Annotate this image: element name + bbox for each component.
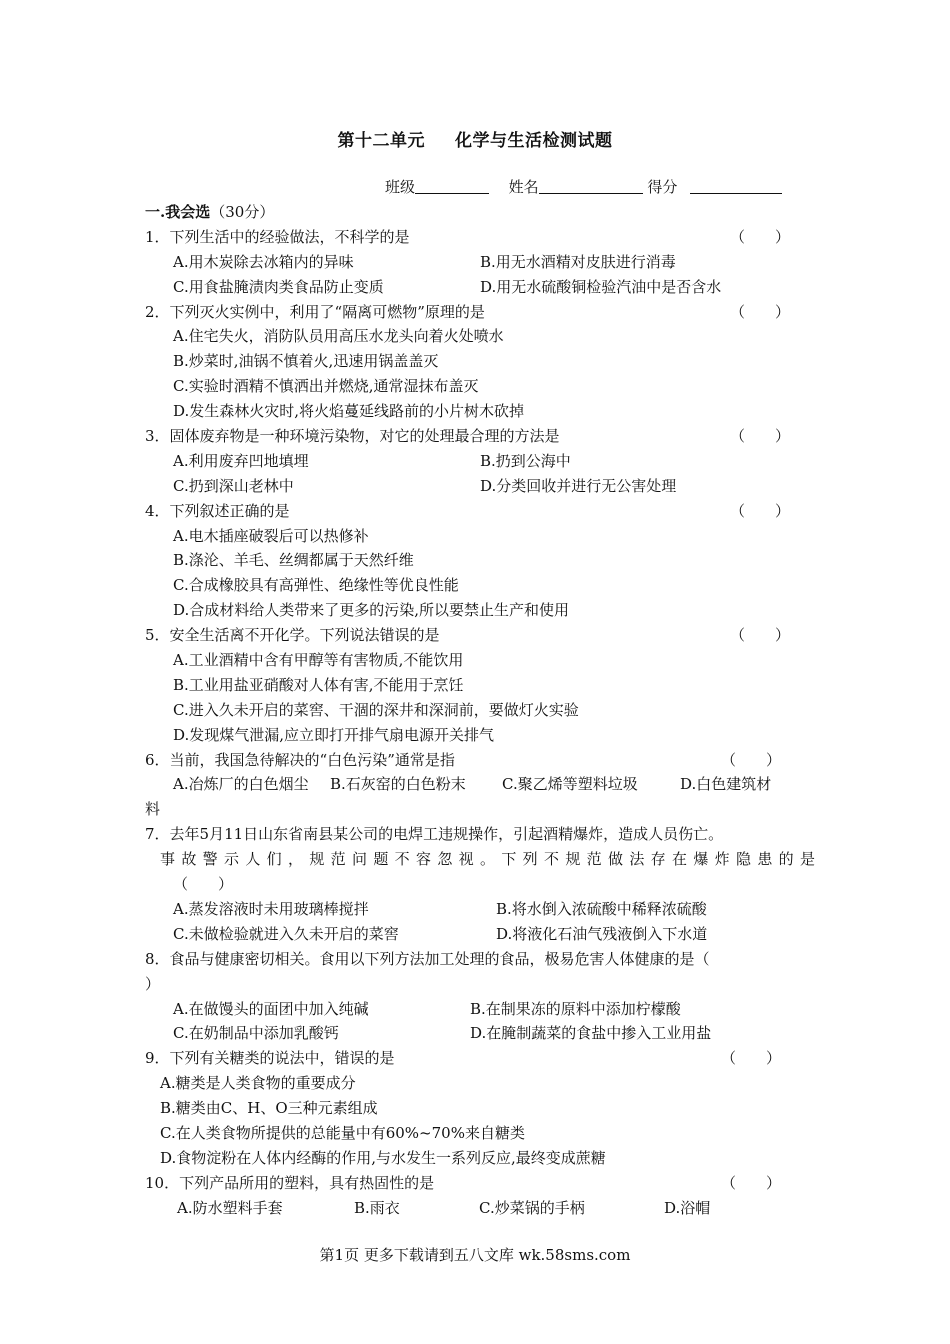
- option-d: D.用无水硫酸铜检验汽油中是否含水: [480, 277, 722, 296]
- options-row: [145, 449, 815, 474]
- option-b: B.炒菜时,油锅不慎着火,迅速用锅盖盖灭: [173, 352, 439, 371]
- answer-paren: （ ）: [721, 750, 782, 769]
- option-b: B.石灰窑的白色粉末: [330, 775, 466, 794]
- option-d: D.将液化石油气残液倒入下水道: [496, 924, 708, 943]
- question-stem: 7．去年5月11日山东省南县某公司的电焊工违规操作，引起酒精爆炸，造成人员伤亡。: [145, 825, 724, 844]
- answer-paren: （ ）: [173, 875, 234, 894]
- question-2: [145, 300, 815, 325]
- options-row: [145, 772, 815, 797]
- option-a: A.电木插座破裂后可以热修补: [173, 526, 369, 545]
- option-c: C.未做检验就进入久未开启的菜窖: [173, 924, 399, 943]
- question-list: [145, 200, 815, 1221]
- option-a: A.在做馒头的面团中加入纯碱: [173, 999, 369, 1018]
- option-b: B.糖类由C、H、O三种元素组成: [160, 1099, 378, 1118]
- question-9: [145, 1046, 815, 1071]
- options-row: [145, 1021, 815, 1046]
- answer-paren: （ ）: [730, 626, 791, 645]
- question-8: [145, 947, 815, 972]
- question-stem: 1．下列生活中的经验做法，不科学的是: [145, 227, 410, 246]
- answer-paren: （ ）: [730, 427, 791, 446]
- option-a: A.糖类是人类食物的重要成分: [160, 1074, 356, 1093]
- option-d: D.在腌制蔬菜的食盐中掺入工业用盐: [470, 1024, 712, 1043]
- option-c: C.合成橡胶具有高弹性、绝缘性等优良性能: [173, 576, 459, 595]
- page-title: [0, 126, 950, 151]
- option-d: D.合成材料给人类带来了更多的污染,所以要禁止生产和使用: [173, 601, 570, 620]
- answer-paren: （ ）: [721, 1173, 782, 1192]
- question-stem: 10．下列产品所用的塑料，具有热固性的是: [145, 1173, 435, 1192]
- option-b: B.扔到公海中: [480, 451, 571, 470]
- question-6: [145, 748, 815, 773]
- section-heading: 一.我会选（30分）: [145, 203, 275, 221]
- option-a: A.用木炭除去冰箱内的异味: [173, 252, 354, 271]
- class-blank: [415, 178, 489, 194]
- title-unit: 第十二单元: [337, 131, 425, 151]
- option-a: A.冶炼厂的白色烟尘: [173, 775, 309, 794]
- question-stem-continued: ）: [145, 974, 161, 993]
- section-points: （30分）: [210, 203, 275, 221]
- options-row: [145, 897, 815, 922]
- page-footer: 第1页 更多下载请到五八文库 wk.58sms.com: [319, 1246, 631, 1264]
- options-row: [145, 997, 815, 1022]
- option-c: C.聚乙烯等塑料垃圾: [502, 775, 638, 794]
- class-label: 班级: [385, 178, 416, 196]
- option-c: C.炒菜锅的手柄: [479, 1198, 585, 1217]
- question-7: [145, 822, 815, 847]
- option-a: A.住宅失火，消防队员用高压水龙头向着火处喷水: [173, 327, 504, 346]
- option-d: D.分类回收并进行无公害处理: [480, 476, 677, 495]
- option-a: A.防水塑料手套: [177, 1198, 283, 1217]
- name-blank: [539, 178, 643, 194]
- score-label: 得分: [647, 178, 678, 196]
- question-stem-continued: 事故警示人们，规范问题不容忽视。下列不规范做法存在爆炸隐患的是: [160, 850, 815, 869]
- answer-paren: （ ）: [721, 1049, 782, 1068]
- title-subject: 化学与生活检测试题: [455, 131, 613, 151]
- option-b: B.在制果冻的原料中添加柠檬酸: [470, 999, 681, 1018]
- options-row: [145, 250, 815, 275]
- question-1: [145, 225, 815, 250]
- option-c: C.在奶制品中添加乳酸钙: [173, 1024, 339, 1043]
- answer-paren: （ ）: [730, 227, 791, 246]
- answer-paren: （ ）: [730, 302, 791, 321]
- options-row: [145, 1196, 815, 1221]
- option-a: A.工业酒精中含有甲醇等有害物质,不能饮用: [173, 651, 464, 670]
- option-c: C.实验时酒精不慎洒出并燃烧,通常湿抹布盖灭: [173, 377, 479, 396]
- options-row: [145, 474, 815, 499]
- question-10: [145, 1171, 815, 1196]
- question-stem: 8．食品与健康密切相关。食用以下列方法加工处理的食品，极易危害人体健康的是（: [145, 949, 710, 968]
- option-a: A.蒸发溶液时未用玻璃棒搅拌: [173, 899, 369, 918]
- option-b: B.雨衣: [354, 1198, 400, 1217]
- answer-paren: （ ）: [730, 501, 791, 520]
- question-stem: 2．下列灭火实例中，利用了“隔离可燃物”原理的是: [145, 302, 485, 321]
- question-stem: 9．下列有关糖类的说法中，错误的是: [145, 1049, 395, 1068]
- question-stem: 3．固体废弃物是一种环境污染物，对它的处理最合理的方法是: [145, 427, 560, 446]
- option-d: D.发生森林火灾时,将火焰蔓延线路前的小片树木砍掉: [173, 402, 525, 421]
- option-d-continued: 料: [145, 800, 161, 819]
- option-c: C.进入久未开启的菜窖、干涸的深井和深洞前，要做灯火实验: [173, 700, 579, 719]
- option-d: D.食物淀粉在人体内经酶的作用,与水发生一系列反应,最终变成蔗糖: [160, 1148, 606, 1167]
- name-label: 姓名: [508, 178, 539, 196]
- options-row: [145, 275, 815, 300]
- question-stem: 5．安全生活离不开化学。下列说法错误的是: [145, 626, 440, 645]
- question-stem: 6．当前，我国急待解决的“白色污染”通常是指: [145, 750, 455, 769]
- question-stem: 4．下列叙述正确的是: [145, 501, 290, 520]
- option-c: C.在人类食物所提供的总能量中有60%~70%来自糖类: [160, 1123, 525, 1142]
- option-b: B.将水倒入浓硫酸中稀释浓硫酸: [496, 899, 707, 918]
- question-3: [145, 424, 815, 449]
- option-b: B.工业用盐亚硝酸对人体有害,不能用于烹饪: [173, 675, 464, 694]
- question-5: [145, 623, 815, 648]
- question-4: [145, 499, 815, 524]
- option-a: A.利用废弃凹地填埋: [173, 451, 309, 470]
- option-d: D.白色建筑材: [680, 775, 772, 794]
- option-d: D.发现煤气泄漏,应立即打开排气扇电源开关排气: [173, 725, 495, 744]
- options-row: [145, 922, 815, 947]
- option-c: C.扔到深山老林中: [173, 476, 294, 495]
- score-blank: [690, 178, 782, 194]
- option-d: D.浴帽: [664, 1198, 711, 1217]
- option-c: C.用食盐腌渍肉类食品防止变质: [173, 277, 384, 296]
- option-b: B.用无水酒精对皮肤进行消毒: [480, 252, 676, 271]
- option-b: B.涤沦、羊毛、丝绸都属于天然纤维: [173, 551, 414, 570]
- student-info: [385, 176, 782, 197]
